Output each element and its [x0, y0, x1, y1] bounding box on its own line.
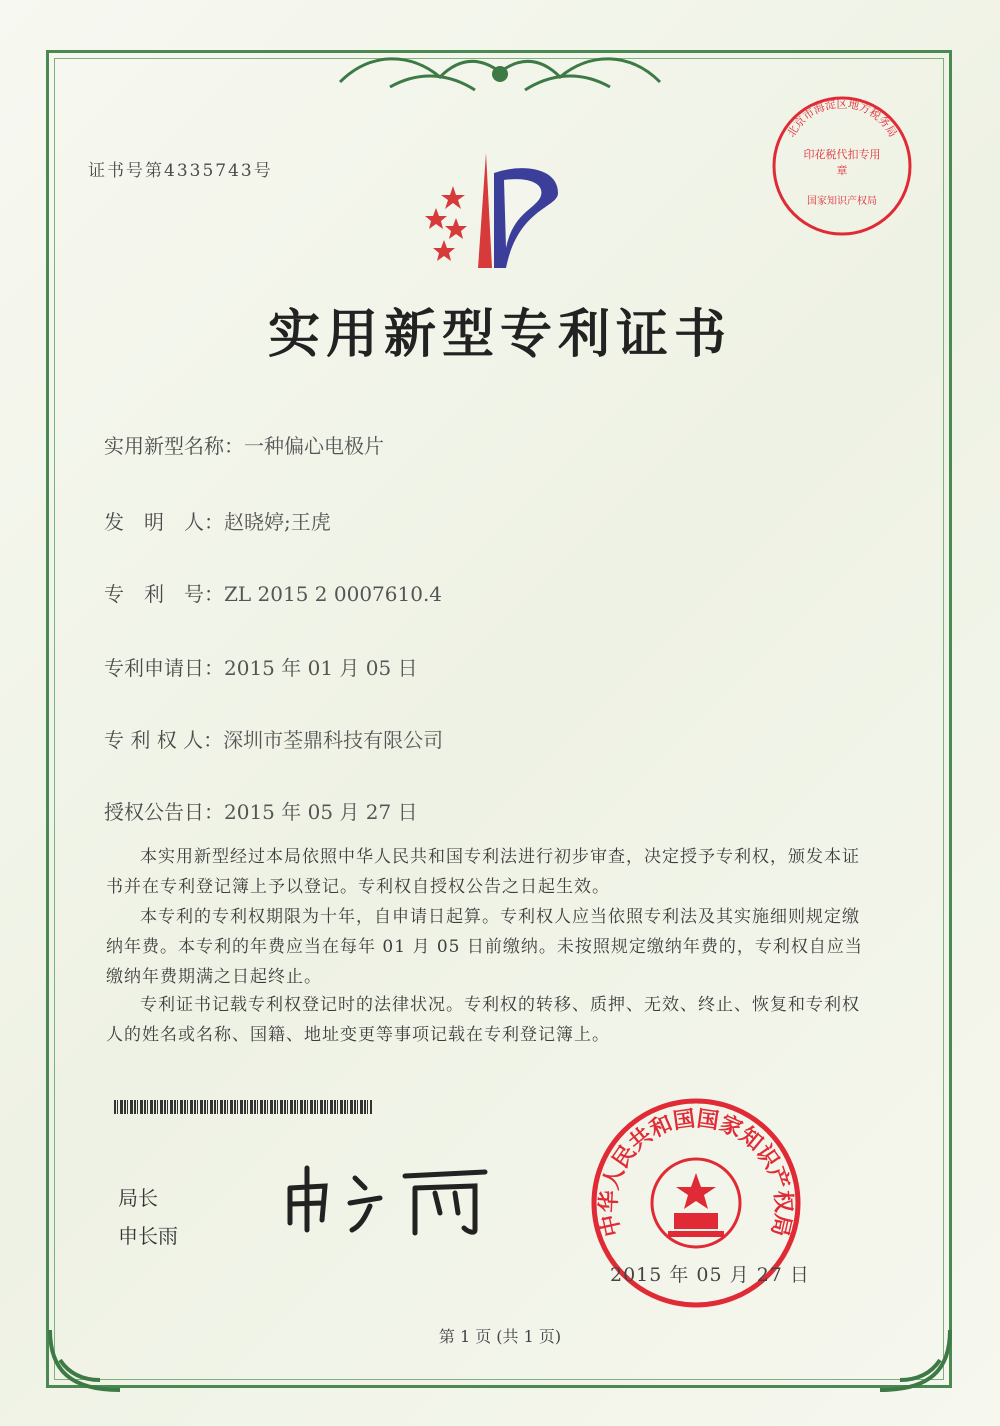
field-value: 深圳市荃鼎科技有限公司 [223, 728, 444, 752]
director-signature [280, 1158, 500, 1238]
field-value: 2015 年 05 月 27 日 [224, 800, 418, 824]
field-utility-model-name [104, 430, 384, 459]
field-label: 发 明 人： [104, 510, 224, 534]
paragraph-term: 本专利的专利权期限为十年，自申请日起算。专利权人应当依照专利法及其实施细则规定缴纳年费。本专利的年费应当在每年 01 月 05 日前缴纳。未按照规定缴纳年费的，专利权自应当缴纳年费期满之日起终止。 [106, 907, 863, 987]
page-number: 第 1 页 (共 1 页) [438, 1327, 562, 1346]
field-label: 实用新型名称： [104, 434, 244, 458]
field-label: 授权公告日： [104, 800, 224, 824]
seal-date: 2015 年 05 月 27 日 [610, 1264, 810, 1286]
field-patent-number [104, 578, 442, 607]
field-label: 专 利 号： [104, 582, 224, 606]
director-title: 局长 [118, 1186, 158, 1210]
tax-seal [768, 92, 916, 240]
field-patentee [104, 724, 443, 753]
field-label: 专利申请日： [104, 656, 224, 680]
official-seal-arc-text: 中华人民共和国国家知识产权局 [596, 1106, 796, 1239]
svg-text:北京市海淀区地方税务局 [785, 97, 900, 140]
field-value: 一种偏心电极片 [244, 434, 384, 458]
certificate-title: 实用新型专利证书 [267, 305, 732, 365]
director-name: 申长雨 [118, 1224, 178, 1248]
field-label: 专 利 权 人： [104, 728, 224, 752]
field-value: 赵晓婷;王虎 [224, 510, 331, 534]
field-grant-date [104, 796, 418, 825]
paragraph-grant: 本实用新型经过本局依照中华人民共和国专利法进行初步审查，决定授予专利权，颁发本证书并在专利登记簿上予以登记。专利权自授权公告之日起生效。 [106, 847, 860, 897]
field-application-date [104, 652, 418, 681]
barcode [114, 1100, 372, 1114]
top-ornament [330, 42, 670, 102]
field-value: 2015 年 01 月 05 日 [224, 656, 418, 680]
tax-seal-center-text: 印花税代扣专用章 [803, 148, 881, 177]
tax-seal-arc-text: 北京市海淀区地方税务局 [784, 97, 900, 140]
certificate-number: 证书号第4335743号 [88, 161, 273, 181]
tax-seal-bottom-text: 国家知识产权局 [807, 196, 877, 207]
paragraph-legal-status: 专利证书记载专利权登记时的法律状况。专利权的转移、质押、无效、终止、恢复和专利权人的姓名或名称、国籍、地址变更等事项记载在专利登记簿上。 [106, 995, 860, 1045]
field-value: ZL 2015 2 0007610.4 [224, 582, 443, 606]
field-inventor [104, 506, 331, 535]
patent-office-logo [408, 148, 578, 278]
